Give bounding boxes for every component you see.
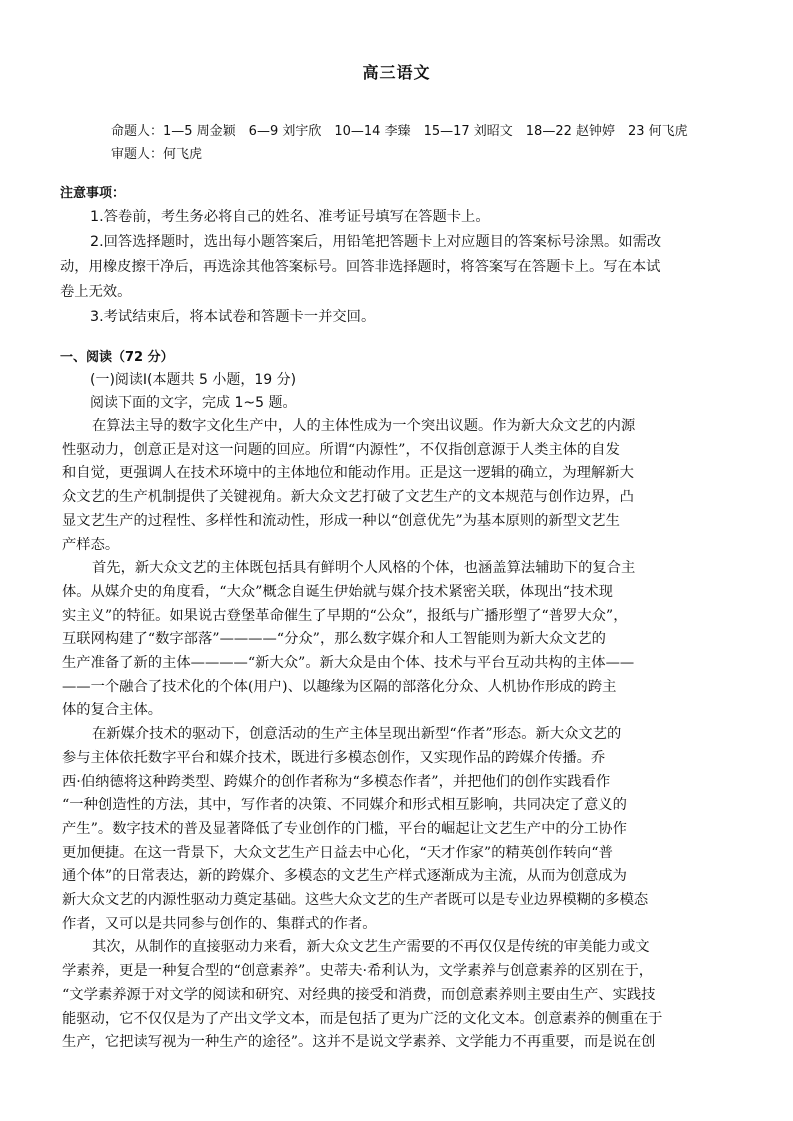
passage-line: 众文艺的生产机制提供了关键视角。新大众文艺打破了文艺生产的文本规范与创作边界，凸 [62, 489, 634, 506]
passage-line: 在新媒介技术的驱动下，创意活动的生产主体呈现出新型“作者”形态。新大众文艺的 [92, 726, 622, 743]
passage-line: 新大众文艺的内源性驱动力奠定基础。这些大众文艺的生产者既可以是专业边界模糊的多模态 [62, 892, 649, 908]
passage-line: 性驱动力，创意正是对这一问题的回应。所谓“内源性”，不仅指创意源于人类主体的自发 [62, 441, 620, 458]
passage-line: 显文艺生产的过程性、多样性和流动性，形成一种以“创意优先”为基本原则的新型文艺生 [62, 512, 620, 529]
passage-line: 在算法主导的数字文化生产中，人的主体性成为一个突出议题。作为新大众文艺的内源 [92, 418, 636, 434]
notice-item: 1.答卷前，考生务必将自己的姓名、准考证号填写在答题卡上。 [90, 209, 490, 225]
passage-line: 西·伯纳德将这种跨类型、跨媒介的创作者称为“多模态作者”，并把他们的创作实践看作 [62, 773, 611, 790]
page-title: 高三语文 [362, 63, 431, 82]
passage-line: 产样态。 [62, 536, 120, 553]
passage-line: 能驱动，它不仅仅是为了产出文学文本，而是包括了更为广泛的文化文本。创意素养的侧重在于 [62, 1010, 663, 1027]
reviewer-line: 审题人：何飞虎 [111, 147, 203, 162]
notice-item: 动，用橡皮擦干净后，再选涂其他答案标号。回答非选择题时，将答案写在答题卡上。写在本试 [60, 259, 661, 275]
passage-line: “文学素养源于对文学的阅读和研究、对经典的接受和消费，而创意素养则主要由生产、实践技 [62, 986, 656, 1003]
passage-line: 生产准备了新的主体————“新大众”。新大众是由个体、技术与平台互动共构的主体—— [62, 655, 635, 671]
author-line: 命题人：1—5 周金颖 6—9 刘宇欣 10—14 李臻 15—17 刘昭文 18—22 赵钟婷 23 何飞虎 [111, 124, 688, 139]
passage-line: 更加便捷。在这一背景下，大众文艺生产日益去中心化，“天才作家”的精英创作转向“普 [62, 844, 613, 861]
passage-line: 生产，它把读写视为一种生产的途径”。这并不是说文学素养、文学能力不再重要，而是说在创 [62, 1034, 656, 1051]
notice-item: 3.考试结束后，将本试卷和答题卡一并交回。 [90, 309, 376, 325]
passage-line: 参与主体依托数字平台和媒介技术，既进行多模态创作，又实现作品的跨媒介传播。乔 [62, 749, 606, 766]
notice-item: 卷上无效。 [60, 284, 132, 300]
passage-line: “一种创造性的方法，其中，写作者的决策、不同媒介和形式相互影响，共同决定了意义的 [62, 797, 627, 814]
passage-line: 学素养，更是一种复合型的“创意素养”。史蒂夫·希利认为，文学素养与创意素养的区别在于， [62, 963, 654, 980]
section-heading: 一、阅读（72 分） [60, 350, 174, 365]
passage-line: 通个体”的日常表达，新的跨媒介、多模态的文艺生产样式逐渐成为主流，从而为创意成为 [62, 868, 627, 885]
reading-instruction: 阅读下面的文字，完成 1~5 题。 [90, 395, 297, 411]
passage-line: 互联网构建了“数字部落”————“分众”，那么数字媒介和人工智能则为新大众文艺的 [62, 631, 606, 648]
notice-item: 2.回答选择题时，选出每小题答案后，用铅笔把答题卡上对应题目的答案标号涂黑。如需改 [90, 234, 662, 250]
passage-line: 作者，又可以是共同参与创作的、集群式的作者。 [62, 915, 377, 932]
passage-line: 首先，新大众文艺的主体既包括具有鲜明个人风格的个体，也涵盖算法辅助下的复合主 [92, 560, 636, 577]
passage-line: 体。从媒介史的角度看，“大众”概念自诞生伊始就与媒介技术紧密关联，体现出“技术现 [62, 583, 613, 600]
passage-line: 和自觉，更强调人在技术环境中的主体地位和能动作用。正是这一逻辑的确立，为理解新大 [62, 465, 634, 482]
subsection-heading: (一)阅读Ⅰ(本题共 5 小题，19 分) [90, 372, 297, 388]
passage-line: 产生”。数字技术的普及显著降低了专业创作的门槛，平台的崛起让文艺生产中的分工协作 [62, 820, 627, 837]
passage-line: 实主义”的特征。如果说古登堡革命催生了早期的“公众”，报纸与广播形塑了“普罗大众”， [62, 607, 628, 624]
passage-line: ——一个融合了技术化的个体(用户)、以趣缘为区隔的部落化分众、人机协作形成的跨主 [62, 678, 617, 695]
passage-line: 其次，从制作的直接驱动力来看，新大众文艺生产需要的不再仅仅是传统的审美能力或文 [92, 939, 650, 956]
notice-heading: 注意事项： [60, 186, 126, 201]
passage-line: 体的复合主体。 [62, 702, 163, 719]
